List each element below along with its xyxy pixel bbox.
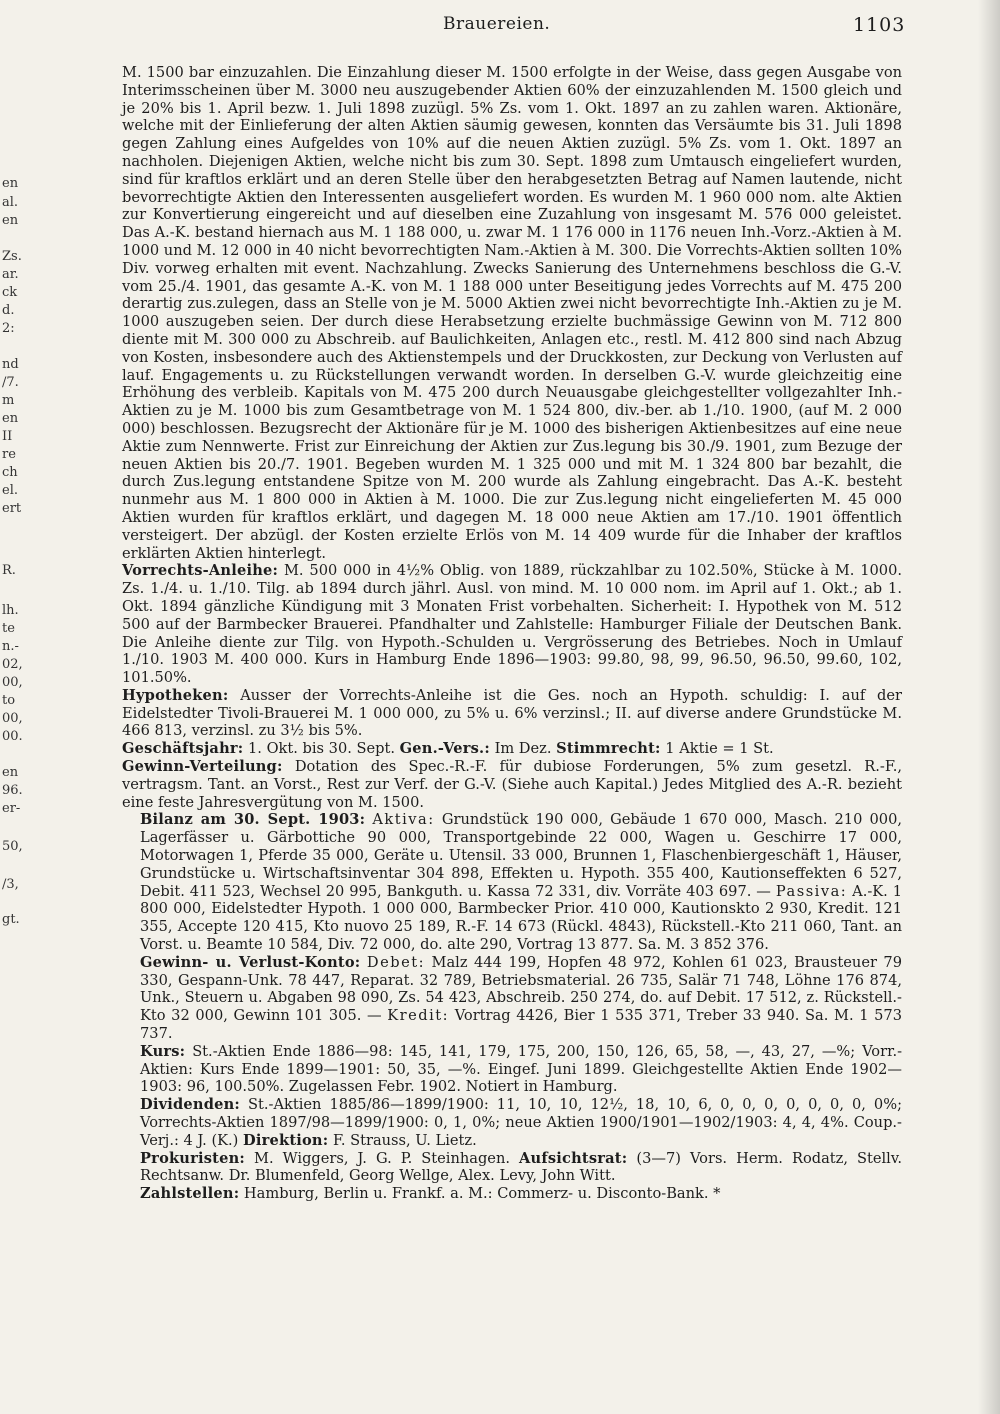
margin-fragment: II [2, 429, 13, 444]
margin-fragment: re [2, 447, 16, 462]
aktiva-text: Grundstück 190 000, Gebäude 1 670 000, Masch. 210 000, Lagerfässer u. Gärbottiche 90 000, Transportgebinde 22 000, Wagen u. Geschirre 17 000, Motorwagen 1, Pferde 35 000, Geräte u. Utensil. 33 000, Brunnen 1, Flaschenbiergeschäft 1, Häuser, Grundstücke u. Wirtschaftsinventar 304 898, Effekten u. Hypoth. 355 400, Kautionseffekten 6 527, Debit. 411 523, Wechsel 20 995, Bankguth. u. Kassa 72 331, div. Vorräte 403 697. — [140, 811, 902, 900]
vorrechts-anleihe-text: M. 500 000 in 4½% Oblig. von 1889, rückzahlbar zu 102.50%, Stücke à M. 1000. Zs. 1./4. u. 1./10. Tilg. ab 1894 durch jährl. Ausl. von mind. M. 10 000 nom. im April auf 1. Okt.; ab 1. Okt. 1894 gänzliche Kündigung mit 3 Monaten Frist vorbehalten. Sicherheit: I. Hypothek von M. 512 500 auf der Barmbecker Brauerei. Pfandhalter und Zahlstelle: Hamburger Filiale der Deutschen Bank. Die Anleihe diente zur Tilg. von Hypoth.-Schulden u. Vergrösserung des Betriebes. Noch in Umlauf 1./10. 1903 M. 400 000. Kurs in Hamburg Ende 1896—1903: 99.80, 98, 99, 96.50, 96.50, 99.60, 102, 101.50%. [122, 562, 903, 687]
margin-fragment: al. [2, 195, 19, 210]
margin-fragment: el. [2, 483, 18, 498]
passiva-text: A.-K. 1 800 000, Eidelstedter Hypoth. 1 000 000, Barmbecker Prior. 410 000, Kautionskto 2 930, Kredit. 121 355, Accepte 120 415, Kto nuovo 25 189, R.-F. 14 673 (Rückl. 4843), Rückstell.-Kto 211 060, Tant. an Vorst. u. Beamte 10 584, Div. 72 000, do. alte 290, Vortrag 13 877. Sa. M. 3 852 376. [140, 882, 903, 954]
margin-fragment: ck [2, 285, 18, 300]
margin-fragment: ert [2, 501, 22, 516]
dividenden-label: Dividenden: [140, 1096, 241, 1114]
margin-fragment: n.- [2, 639, 19, 654]
prokuristen-label: Prokuristen: [140, 1149, 245, 1167]
margin-fragment: m [2, 393, 15, 408]
margin-fragment: en [2, 176, 19, 191]
kredit-text: Vortrag 4426, Bier 1 535 371, Treber 33 940. Sa. M. 1 573 737. [140, 1007, 903, 1043]
margin-fragment: ar. [2, 267, 19, 282]
running-header [0, 14, 1000, 48]
page-edge-shadow [978, 0, 1000, 1414]
page-number: 1103 [853, 14, 906, 36]
stimmrecht-text: 1 Aktie = 1 St. [665, 740, 774, 758]
zahlstellen-text: Hamburg, Berlin u. Frankf. a. M.: Commerz- u. Disconto-Bank. [243, 1185, 709, 1203]
margin-fragment: nd [2, 357, 19, 372]
vorrechts-anleihe-label: Vorrechts-Anleihe: [122, 562, 279, 580]
aufsichtsrat-text: (3—7) Vors. Herm. Rodatz, Stellv. Rechtsanw. Dr. Blumenfeld, Georg Wellge, Alex. Levy, John Witt. [140, 1149, 903, 1185]
prokuristen-entry [122, 1150, 902, 1186]
gewinn-verlust-label: Gewinn- u. Verlust-Konto: [140, 953, 361, 971]
aktiva-label: Aktiva: [372, 811, 435, 829]
margin-fragment: te [2, 621, 15, 636]
capital-history-paragraph: M. 1500 bar einzuzahlen. Die Einzahlung dieser M. 1500 erfolgte in der Weise, dass gegen Ausgabe von Interimsscheinen über M. 3000 neu auszugebender Aktien 60% der einzuzahlenden M. 1500 gleich und je 20% bis 1. April bezw. 1. Juli 1898 zuzügl. 5% Zs. vom 1. Okt. 1897 an zu zahlen waren. Aktionäre, welche mit der Einlieferung der alten Aktien säumig gewesen, konnten das Versäumte bis 31. Juli 1898 gegen Zahlung eines Aufgeldes von 10% auf die neuen Aktien zuzügl. 5% Zs. vom 1. Okt. 1897 an nachholen. Diejenigen Aktien, welche nicht bis zum 30. Sept. 1898 zum Umtausch eingeliefert wurden, sind für kraftlos erklärt und an deren Stelle über den herabgesetzten Betrag auf Namen lautende, nicht bevorrechtigte Aktien den Interessenten ausgeliefert worden. Es wurden M. 1 960 000 nom. alte Aktien zur Konvertierung eingereicht und auf dieselben eine Zuzahlung von insgesamt M. 576 000 geleistet. Das A.-K. bestand hiernach aus M. 1 188 000, u. zwar M. 1 176 000 in 1176 neuen Inh.-Vorz.-Aktien à M. 1000 und M. 12 000 in 40 nicht bevorrechtigten Nam.-Aktien à M. 300. Die Vorrechts-Aktien sollten 10% Div. vorweg erhalten mit event. Nachzahlung. Zwecks Sanierung des Unternehmens beschloss die G.-V. vom 25./4. 1901, das gesamte A.-K. von M. 1 188 000 unter Beseitigung jedes Vorrechts auf M. 475 200 derartig zus.zulegen, dass an Stelle von je M. 5000 Aktien zwei nicht bevorrechtigte Inh.-Aktien zu je M. 1000 auszugeben seien. Der durch diese Herabsetzung erzielte buchmässige Gewinn von M. 712 800 diente mit M. 300 000 zu Abschreib. auf Baulichkeiten, Anlagen etc., restl. M. 412 800 sind nach Abzug von Kosten, insbesondere auch des Aktienstempels und der Druckkosten, zur Deckung von Verlusten auf lauf. Engagements u. zu Rückstellungen verwandt worden. In derselben G.-V. wurde gleichzeitig eine Erhöhung des verbleib. Kapitals von M. 475 200 durch Neuausgabe gleichgestellter vollgezahlter Inh.-Aktien zu je M. 1000 bis zum Gesamtbetrage von M. 1 524 800, div.-ber. ab 1./10. 1900, (auf M. 2 000 000) beschlossen. Bezugsrecht der Aktionäre für je M. 1000 des bisherigen Aktienbesitzes auf eine neue Aktie zum Nennwerte. Frist zur Einreichung der Aktien zur Zus.legung bis 30./9. 1901, zum Bezuge der neuen Aktien bis 20./7. 1901. Begeben wurden M. 1 325 000 und mit M. 1 324 800 bar bezahlt, die durch Zus.legung entstandene Spitze von M. 200 wurde als Zahlung eingebracht. Das A.-K. besteht nunmehr aus M. 1 800 000 in Aktien à M. 1000. Die zur Zus.legung nicht eingelieferten M. 45 000 Aktien wurden für kraftlos erklärt, und dagegen M. 18 000 neue Aktien am 17./10. 1901 öffentlich versteigert. Der abzügl. der Kosten erzielte Erlös von M. 14 409 wurde für die Inhaber der kraftlos erklärten Aktien hinterlegt. [122, 64, 902, 562]
hypotheken-label: Hypotheken: [122, 686, 229, 704]
bilanz-label: Bilanz am 30. Sept. 1903: [140, 811, 366, 829]
gen-vers-label: Gen.-Vers.: [399, 740, 490, 758]
aufsichtsrat-label: Aufsichtsrat: [519, 1149, 628, 1167]
hypotheken-text: Ausser der Vorrechts-Anleihe ist die Ges. noch an Hypoth. schuldig: I. auf der Eidelstedter Tivoli-Brauerei M. 1 000 000, zu 5% u. 6% verzinsl.; II. auf diverse andere Grundstücke M. 466 813, verzinsl. zu 3½ bis 5%. [122, 686, 903, 740]
gewinn-verteilung-text: Dotation des Spec.-R.-F. für dubiose Forderungen, 5% zum gesetzl. R.-F., vertragsm. Tant. an Vorst., Rest zur Verf. der G.-V. (Siehe auch Kapital.) Jedes Mitglied des A.-R. bezieht eine feste Jahresvergütung von M. 1500. [122, 758, 902, 811]
margin-fragment: to [2, 693, 16, 708]
margin-fragment: 50, [2, 839, 23, 854]
passiva-label: Passiva: [775, 882, 848, 900]
margin-fragment: R. [2, 563, 16, 578]
debet-text: Malz 444 199, Hopfen 48 972, Kohlen 61 023, Brausteuer 79 330, Gespann-Unk. 78 447, Reparat. 32 789, Betriebsmaterial. 26 735, Salär 71 748, Löhne 176 874, Unk., Steuern u. Abgaben 98 090, Zs. 54 423, Abschreib. 250 274, do. auf Debit. 17 512, z. Rückstell.-Kto 32 000, Gewinn 101 305. — [140, 953, 903, 1025]
geschaeftsjahr-text: 1. Okt. bis 30. Sept. [248, 740, 395, 758]
debet-label: Debet: [366, 953, 426, 971]
margin-fragment: ch [2, 465, 18, 480]
dividenden-text: St.-Aktien 1885/86—1899/1900: 11, 10, 10, 12½, 18, 10, 6, 0, 0, 0, 0, 0, 0, 0, 0%; Vorrechts-Aktien 1897/98—1899/1900: 0, 1, 0%; neue Aktien 1900/1901—1902/1903: 4, 4, 4%. Coup.-Verj.: 4 J. (K.) [140, 1096, 902, 1149]
kredit-label: Kredit: [387, 1007, 450, 1025]
margin-fragment: lh. [2, 603, 19, 618]
kurs-entry [122, 1043, 902, 1096]
bilanz-entry [122, 811, 902, 953]
header-title: Brauereien. [443, 14, 551, 34]
gewinn-verteilung-entry [122, 758, 902, 811]
margin-fragment: gt. [2, 912, 20, 927]
left-margin-bleed [0, 0, 26, 1414]
margin-fragment: er- [2, 801, 21, 816]
kurs-text-a: St.-Aktien Ende 1886—98: 145, 141, 179, 175, 200, 150, 126, 65, 58, —, 43, 27, —%; [192, 1042, 856, 1060]
margin-fragment: en [2, 411, 19, 426]
margin-fragment: /7. [2, 375, 19, 390]
main-text-column [122, 64, 902, 1203]
direktion-text: F. Strauss, U. Lietz. [332, 1131, 477, 1149]
margin-fragment: 96. [2, 783, 23, 798]
margin-fragment: 00, [2, 711, 23, 726]
prokuristen-text: M. Wiggers, J. G. P. Steinhagen. [254, 1149, 510, 1167]
dividenden-entry [122, 1096, 902, 1149]
margin-fragment: /3, [2, 877, 19, 892]
margin-fragment: d. [2, 303, 15, 318]
hypotheken-entry [122, 687, 902, 740]
gewinn-verlust-entry [122, 954, 902, 1043]
vorrechts-anleihe-entry [122, 562, 902, 687]
end-mark: * [713, 1185, 721, 1203]
geschaeftsjahr-label: Geschäftsjahr: [122, 740, 244, 758]
margin-fragment: 00. [2, 729, 23, 744]
margin-fragment: en [2, 213, 19, 228]
direktion-label: Direktion: [243, 1131, 329, 1149]
zahlstellen-entry [122, 1185, 902, 1203]
stimmrecht-label: Stimmrecht: [556, 740, 661, 758]
gewinn-verteilung-label: Gewinn-Verteilung: [122, 758, 283, 776]
gen-vers-text: Im Dez. [494, 740, 552, 758]
margin-fragment: 02, [2, 657, 23, 672]
margin-fragment: 2: [2, 321, 15, 336]
geschaeftsjahr-entry [122, 740, 902, 758]
zahlstellen-label: Zahlstellen: [140, 1185, 240, 1203]
margin-fragment: 00, [2, 675, 23, 690]
margin-fragment: en [2, 765, 19, 780]
margin-fragment: Zs. [2, 249, 22, 264]
kurs-label: Kurs: [140, 1042, 186, 1060]
kurs-text-b: Vorr.-Aktien: Kurs Ende 1899—1901: 50, 35, —%. Eingef. Juni 1899. Gleichgestellte Aktien Ende 1902—1903: 96, 100.50%. Zugelassen Febr. 1902. Notiert in Hamburg. [140, 1042, 903, 1096]
